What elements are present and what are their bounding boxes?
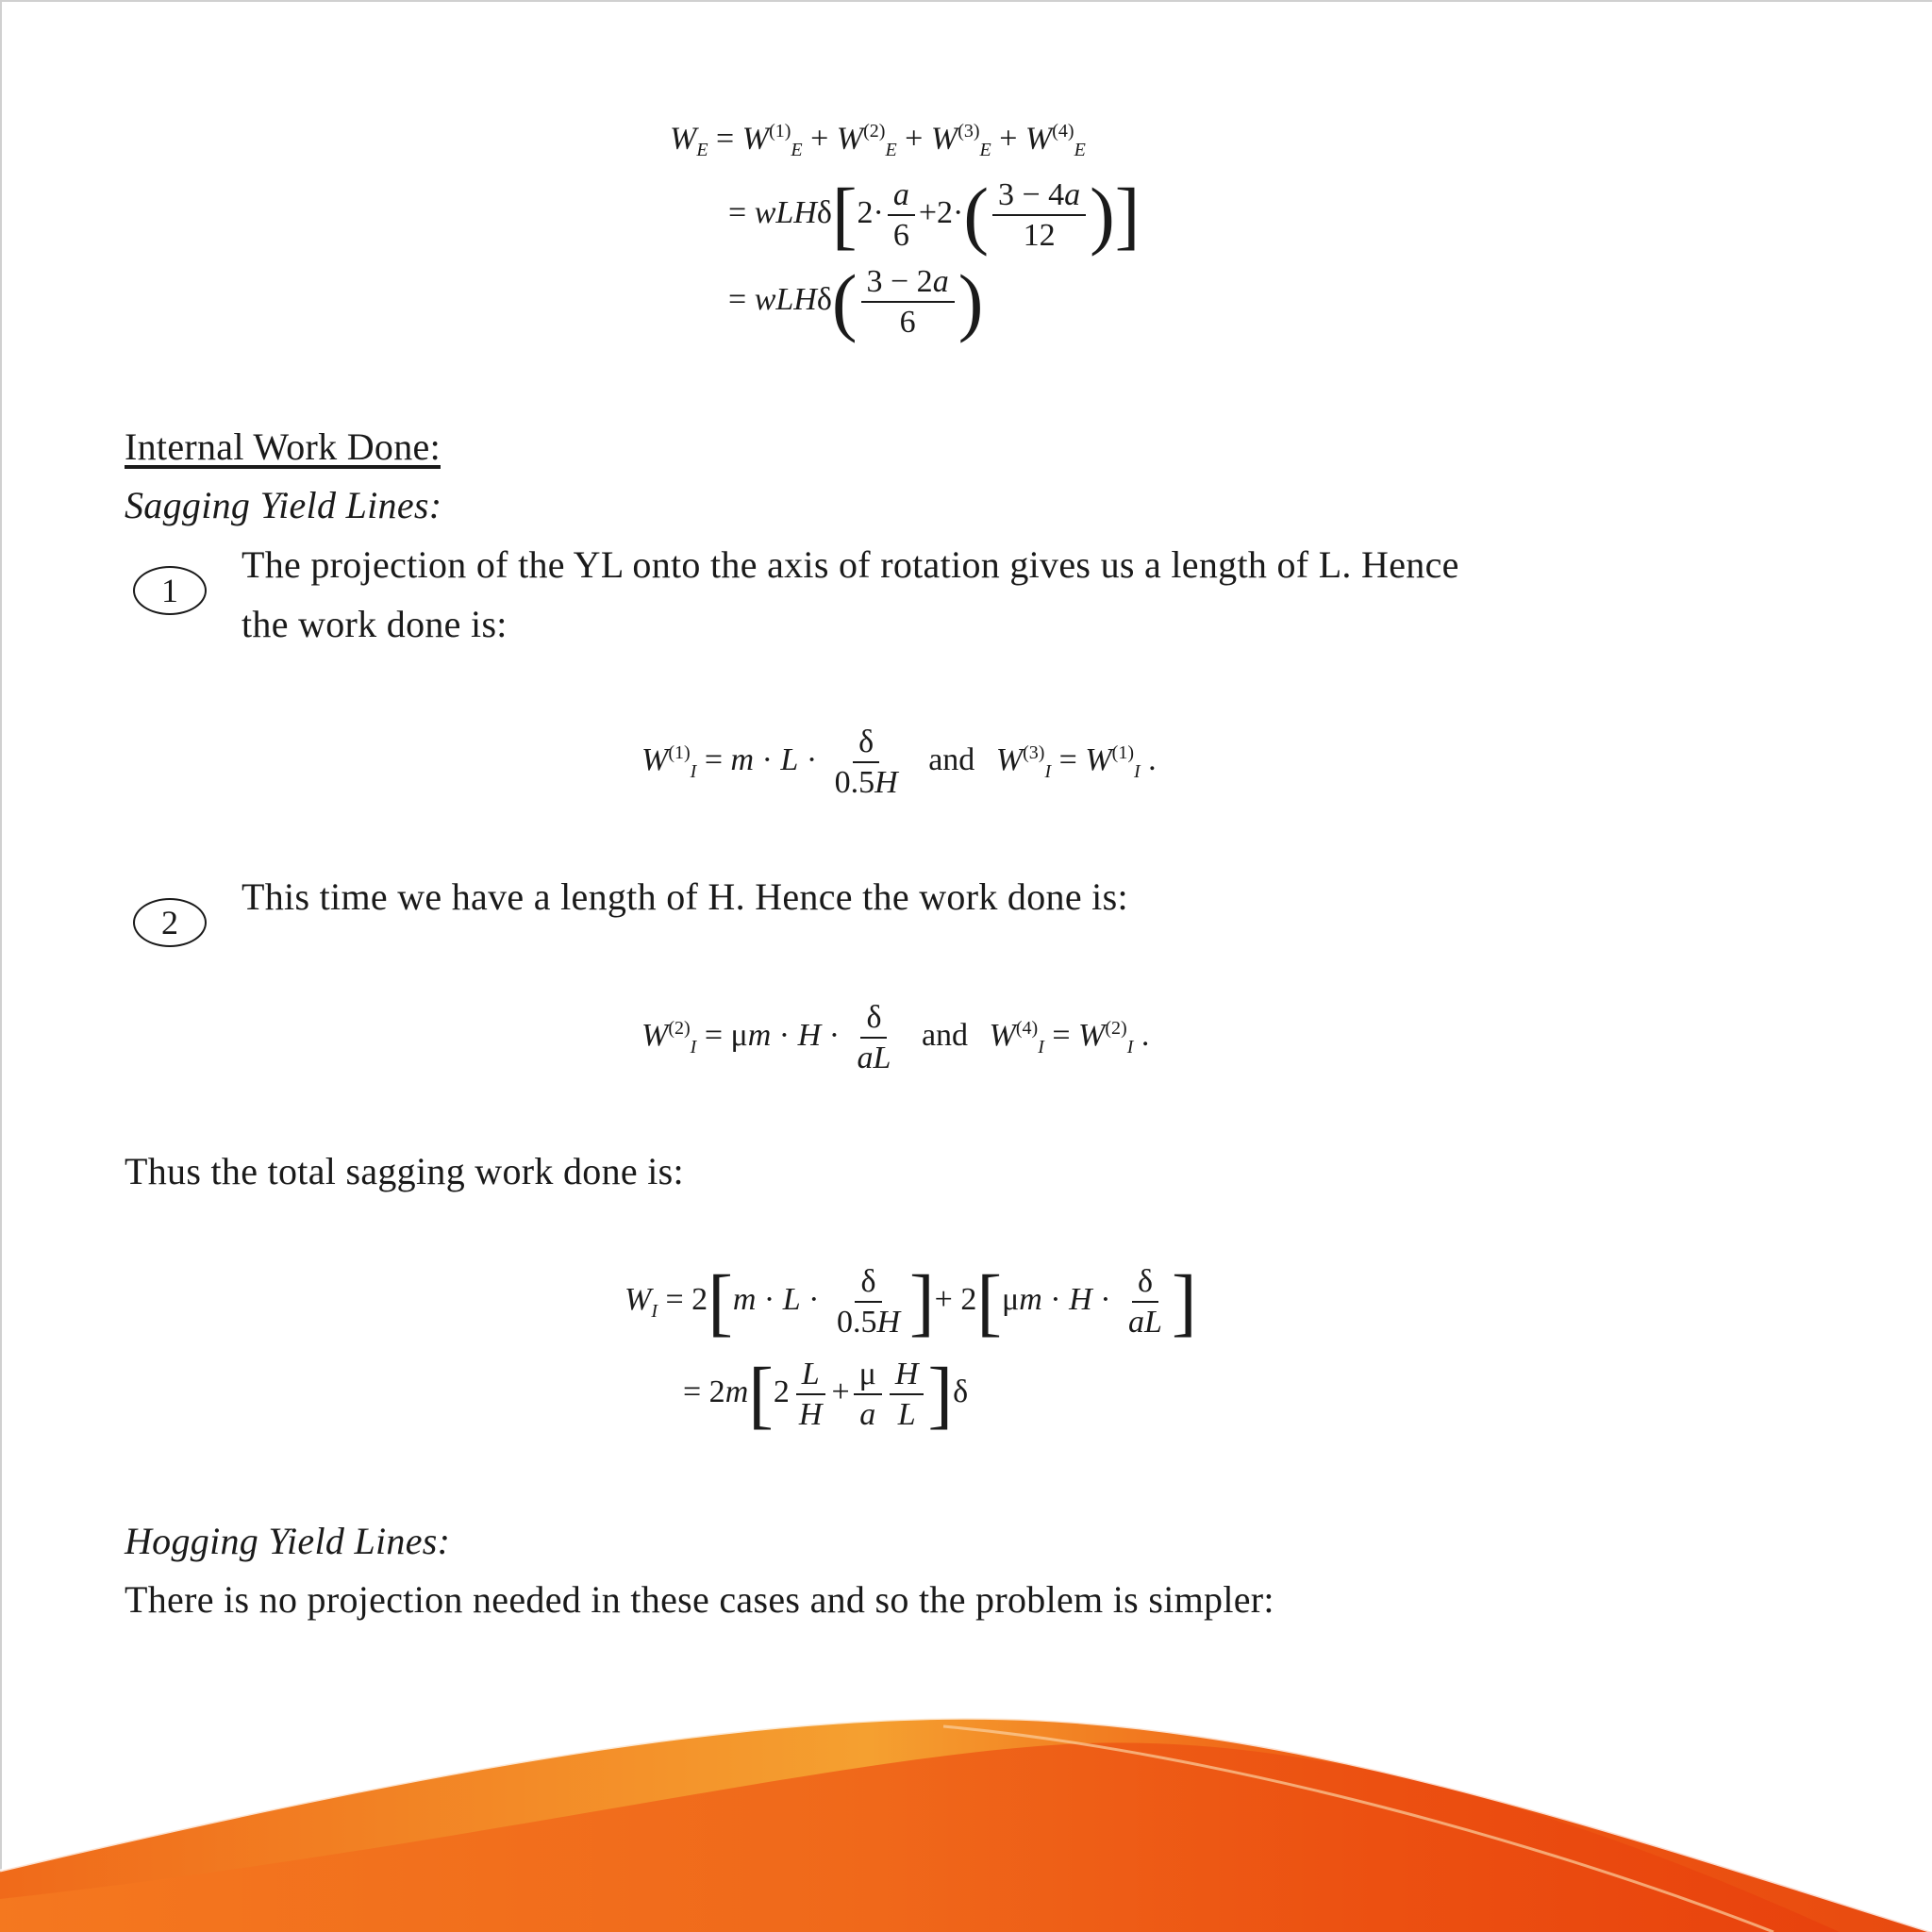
- external-work-line2: = wLHδ[2· $\frac{a}{6}$ +2·( $\frac{3 - 4a}{12}$ )]: [728, 174, 1141, 258]
- item-number-1: 1: [133, 566, 207, 615]
- page-left-border: [0, 0, 2, 1932]
- hogging-heading: Hogging Yield Lines:: [125, 1520, 451, 1562]
- item-number-2: 2: [133, 898, 207, 947]
- hogging-text: There is no projection needed in these cases and so the problem is simpler:: [125, 1578, 1274, 1621]
- sagging-heading: Sagging Yield Lines:: [125, 484, 442, 526]
- page-top-border: [0, 0, 1932, 2]
- item1-line2: the work done is:: [242, 603, 508, 645]
- external-work-equation: $W_E = W^{(1)}_E + W^{(2)}_E + W^{(3)}_E + W^{(4)}_E$: [670, 121, 1086, 161]
- sagging-work-eq-1: $W^{(1)}_I = m \cdot L$ · $\frac{\delta}{0.5H}$ and $W^{(3)}_I = W^{(1)}_I$ .: [641, 724, 1157, 801]
- total-sagging-eq-line1: $W_I = 2[m \cdot L$ · $\frac{\delta}{0.5H}$ ]+ 2[μm · H · $\frac{\delta}{aL}$ ]: [625, 1260, 1197, 1344]
- total-sagging-text: Thus the total sagging work done is:: [125, 1150, 684, 1192]
- total-sagging-eq-line2: = 2m[2 $\frac{L}{H}$ + $\frac{\mu}{a}$ $\frac{H}{L}$ ]δ: [683, 1353, 969, 1437]
- external-work-line3: = wLHδ( $\frac{3 - 2a}{6}$ ): [728, 260, 984, 344]
- and-word: and: [928, 742, 975, 778]
- internal-work-heading: Internal Work Done:: [125, 425, 441, 468]
- item1-line1: The projection of the YL onto the axis of rotation gives us a length of L. Hence: [242, 543, 1459, 586]
- item2-line1: This time we have a length of H. Hence the work done is:: [242, 875, 1128, 918]
- orange-wave-decoration: [0, 1696, 1932, 1932]
- sagging-work-eq-2: $W^{(2)}_I = \mu m \cdot H$ · $\frac{\delta}{aL}$ and $W^{(4)}_I = W^{(2)}_I$ .: [641, 1000, 1150, 1076]
- and-word: and: [921, 1018, 969, 1054]
